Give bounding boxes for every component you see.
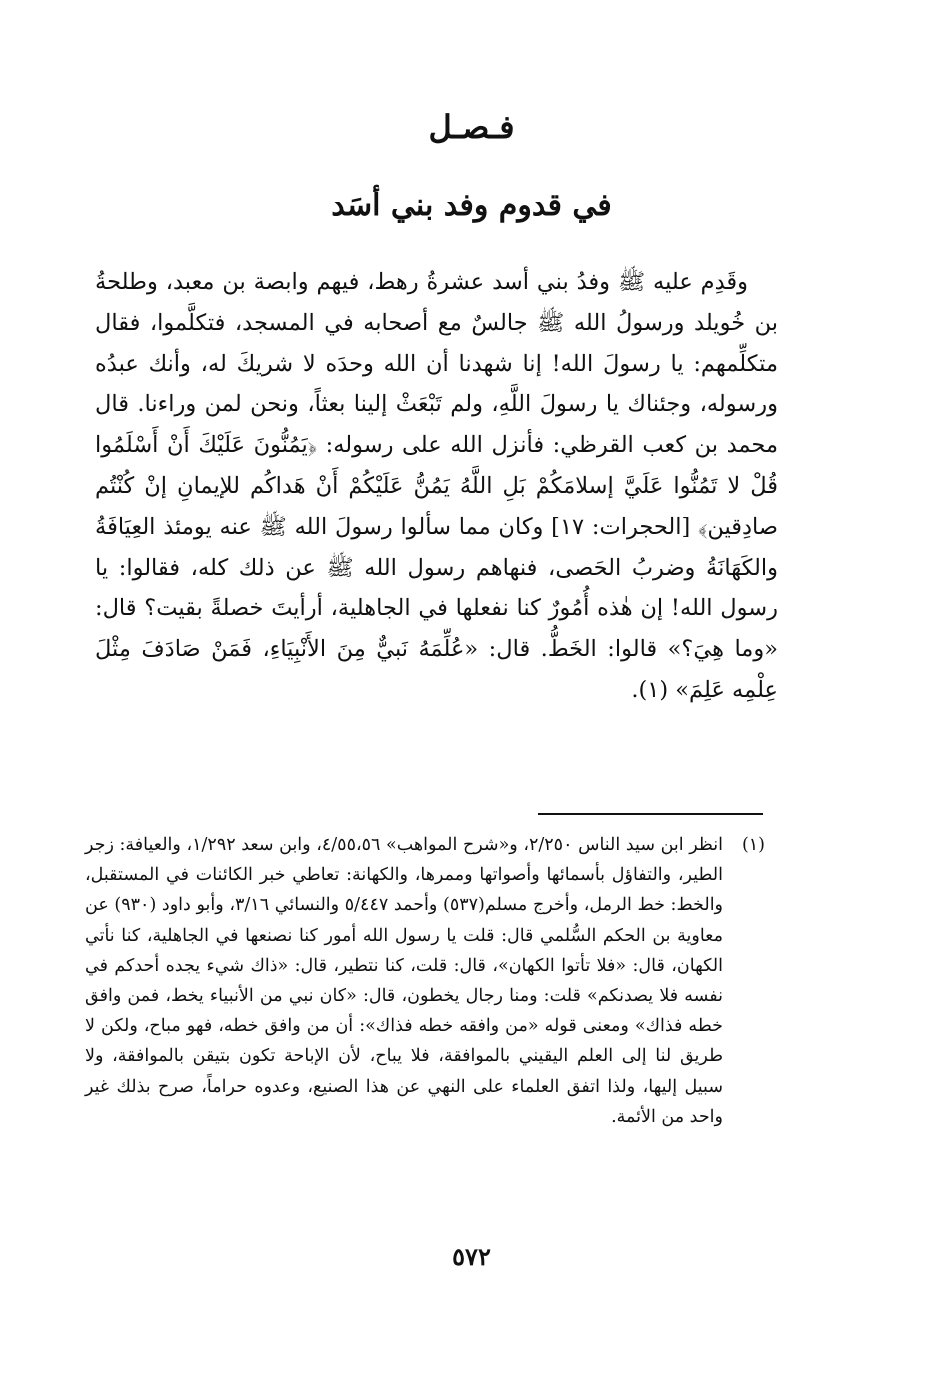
footnotes: [85, 830, 765, 1132]
chapter-title: في قدوم وفد بني أسَد: [331, 188, 612, 223]
page-number: ٥٧٢: [452, 1242, 491, 1271]
footnote-item: [85, 830, 765, 1132]
footnote-text: انظر ابن سيد الناس ٢/٢٥٠، و«شرح المواهب» ٤/٥٥،٥٦، وابن سعد ١/٢٩٢، والعيافة: زجر الطير، والتفاؤل بأسمائها وأصواتها وممرها، والكهانة: تعاطي خبر الكائنات في المستقبل، والخط: خط الرمل، وأخرج مسلم(٥٣٧) وأحمد ٥/٤٤٧ والنسائي ٣/١٦، وأبو داود (٩٣٠) عن معاوية بن الحكم السُّلمي قال: قلت يا رسول الله أمور كنا نصنعها في الجاهلية، كنا نأتي الكهان، قال: «فلا تأتوا الكهان»، قال: قلت، كنا نتطير، قال: «ذاك شيء يجده أحدكم في نفسه فلا يصدنكم» قلت: ومنا رجال يخطون، قال: «كان نبي من الأنبياء يخط، فمن وافق خطه فذاك» ومعنى قوله «من وافقه خطه فذاك»: أن من وافق خطه، فهو مباح، ولكن لا طريق لنا إلى العلم اليقيني بالموافقة، فلا يباح، لأن الإباحة تكون بتيقن بالموافقة، ولا سبيل إليها، ولذا اتفق العلماء على النهي عن هذا الصنيع، وعدوه حراماً، صرح بذلك غير واحد من الأئمة.: [85, 835, 724, 1127]
footnote-divider: [538, 813, 763, 815]
section-heading: فـصـل: [428, 108, 515, 146]
main-text: [95, 262, 778, 711]
body-paragraph: وقَدِم عليه ﷺ وفدُ بني أسد عشرةُ رهط، فيهم وابصة بن معبد، وطلحةُ بن خُويلد ورسولُ الله ﷺ جالسٌ مع أصحابه في المسجد، فتكلَّموا، فقال متكلِّمهم: يا رسولَ الله! إنا شهدنا أن الله وحدَه لا شريكَ له، وأنك عبدُه ورسوله، وجئناك يا رسولَ اللَّهِ، ولم تَبْعَثْ إلينا بعثاً، ونحن لمن وراءنا. قال محمد بن كعب القرظي: فأنزل الله على رسوله: ﴿يَمُنُّونَ عَلَيْكَ أَنْ أَسْلَمُوا قُلْ لا تَمُنُّوا عَلَيَّ إسلامَكُمْ بَلِ اللَّهُ يَمُنُّ عَلَيْكُمْ أَنْ هَداكُم للإيمانِ إنْ كُنْتُم صادِقين﴾ [الحجرات: ١٧] وكان مما سألوا رسولَ الله ﷺ عنه يومئذ العِيَافَةُ والكَهَانَةُ وضربُ الحَصى، فنهاهم رسول الله ﷺ عن ذلك كله، فقالوا: يا رسول الله! إن هٰذه أُمُورٌ كنا نفعلها في الجاهلية، أرأيتَ خصلةً بقيت؟ قال: «وما هِيَ؟» قالوا: الخَطُّ. قال: «عُلِّمَهُ نَبيٌّ مِنَ الأَنْبِيَاءِ، فَمَنْ صَادَفَ مِثْلَ عِلْمِه عَلِمَ» (١).: [95, 269, 778, 703]
footnote-marker: (١): [741, 835, 765, 855]
